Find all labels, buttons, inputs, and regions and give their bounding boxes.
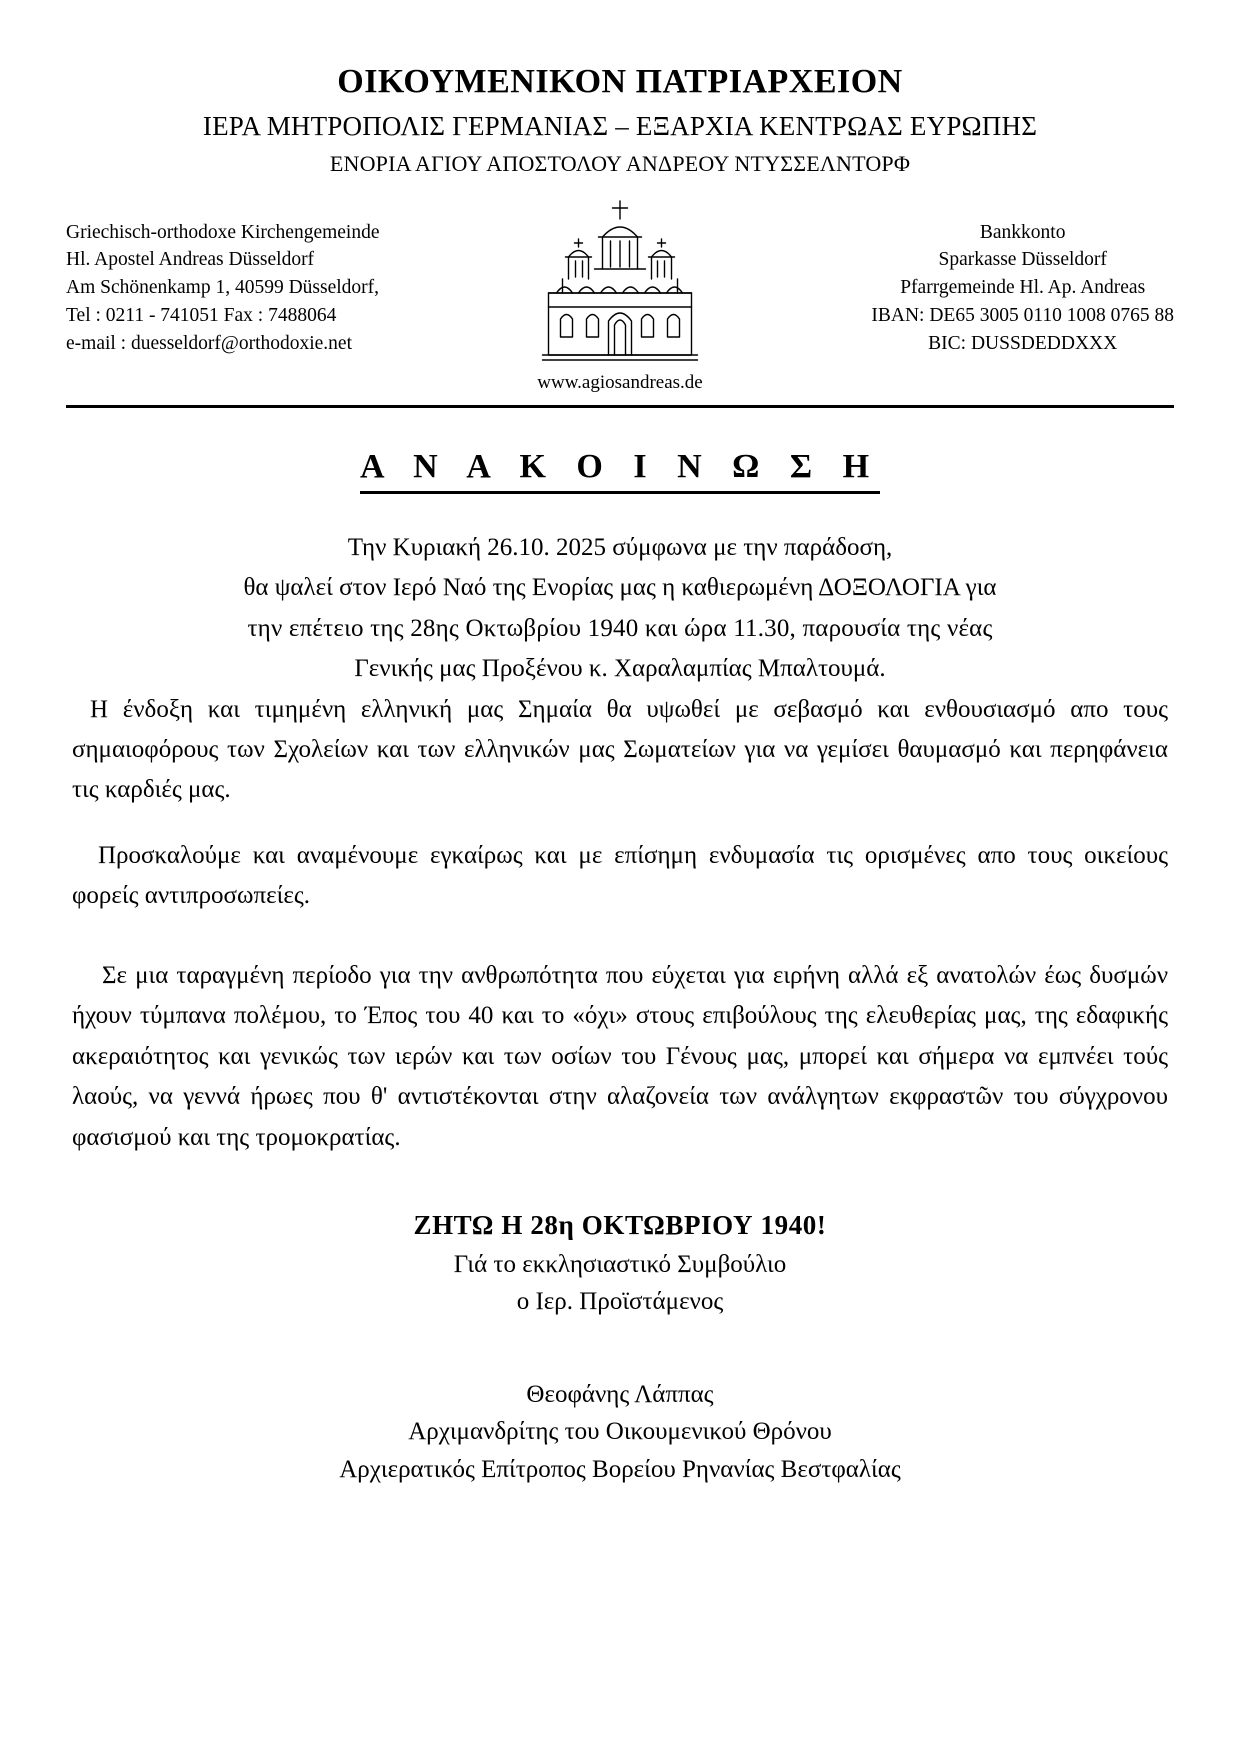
contact-line-name: Griechisch-orthodoxe Kirchengemeinde [66,221,380,243]
bank-line-bic: BIC: DUSSDEDDXXX [928,332,1118,354]
document-title [72,448,1168,494]
contact-line-email: e-mail : duesseldorf@orthodoxie.net [66,332,353,354]
organization-title: ΟΙΚΟΥΜΕΝΙΚΟΝ ΠΑΤΡΙΑΡΧΕΙΟΝ [337,63,903,100]
lead-paragraph [72,528,1168,690]
contact-line-address: Am Schönenkamp 1, 40599 Düsseldorf, [66,277,380,299]
bank-line-account-holder: Pfarrgemeinde Hl. Ap. Andreas [900,277,1146,299]
paragraph-flag: Η ένδοξη και τιμημένη ελληνική μας Σημαία θα υψωθεί με σεβασμό και ενθουσιασμό απο τους σημαιοφόρους των Σχολείων και των ελληνικών μας Σωματείων για να γεμίσει θαυμασμό και περηφάνεια τις καρδιές μας. [72,695,1168,803]
paragraph-invitation: Προσκαλούμε και αναμένουμε εγκαίρως και με επίσημη ενδυμασία τις ορισμένες απο τους οικείους φορείς αντιπροσωπείες. [72,841,1168,909]
website-url: www.agiosandreas.de [537,371,703,393]
document-title-text: Α Ν Α Κ Ο Ι Ν Ω Σ Η [360,448,880,494]
parish-contact-block [66,219,380,357]
paragraph-reflection: Σε μια ταραγμένη περίοδο για την ανθρωπότητα που εύχεται για ειρήνη αλλά εξ ανατολών έως δυσμών ήχουν τύμπανα πολέμου, το Έπος του 40 και το «όχι» στους επιβούλους της ελευθερίας μας, της εδαφικής ακεραιότητος και γενικώς των ιερών και των οσίων του Γένους μας, μπορεί και σήμερα να εμπνέει τούς λαούς, να γεννά ήρωες που θ' αντιστέκονται στην αλαζονεία των ανάλγητων εκφραστῶν του σύγχρονου φασισμού και της τρομοκρατίας. [72,961,1168,1151]
contact-line-patron: Hl. Apostel Andreas Düsseldorf [66,249,315,271]
masthead [0,0,1240,179]
anniversary-slogan: ΖΗΤΩ Η 28η ΟΚΤΩΒΡΙΟΥ 1940! [413,1210,827,1241]
header-divider [66,405,1174,408]
signature-block [72,1376,1168,1489]
bank-line-heading: Bankkonto [979,221,1066,243]
closing-block [72,1210,1168,1320]
signatory-title-archimandrite: Αρχιμανδρίτης του Οικουμενικού Θρόνου [408,1418,832,1446]
closing-council-line: Γιά το εκκλησιαστικό Συμβούλιο [453,1251,787,1279]
bank-line-iban: IBAN: DE65 3005 0110 1008 0765 88 [871,304,1174,326]
signatory-name: Θεοφάνης Λάππας [526,1380,714,1408]
contact-band [0,197,1240,397]
lead-line-4: Γενικής μας Προξένου κ. Χαραλαμπίας Μπαλτουμά. [354,655,886,683]
document-body [72,448,1168,1489]
organization-subtitle-metropolis: ΙΕΡΑ ΜΗΤΡΟΠΟΛΙΣ ΓΕΡΜΑΝΙΑΣ – ΕΞΑΡΧΙΑ ΚΕΝΤΡΩΑΣ ΕΥΡΩΠΗΣ [202,111,1038,142]
contact-line-phone-fax: Tel : 0211 - 741051 Fax : 7488064 [66,304,337,326]
lead-line-1: Την Κυριακή 26.10. 2025 σύμφωνα με την παράδοση, [347,533,893,561]
closing-priest-line: ο Ιερ. Προϊστάμενος [516,1287,724,1315]
bank-details-block [871,219,1174,357]
paragraph-spacer [72,810,1168,836]
bank-line-institution: Sparkasse Düsseldorf [938,249,1107,271]
paragraph-spacer-large [72,916,1168,956]
organization-subtitle-parish: ΕΝΟΡΙΑ ΑΓΙΟΥ ΑΠΟΣΤΟΛΟΥ ΑΝΔΡΕΟΥ ΝΤΥΣΣΕΛΝΤΟΡΦ [329,151,911,177]
signatory-title-commissioner: Αρχιερατικός Επίτροπος Βορείου Ρηνανίας Βεστφαλίας [339,1455,901,1483]
lead-line-3: την επέτειο της 28ης Οκτωβρίου 1940 και ώρα 11.30, παρουσία της νέας [247,614,993,642]
lead-line-2: θα ψαλεί στον Ιερό Ναό της Ενορίας μας η καθιερωμένη ΔΟΞΟΛΟΓΙΑ για [243,574,997,602]
church-building-icon [513,197,728,372]
